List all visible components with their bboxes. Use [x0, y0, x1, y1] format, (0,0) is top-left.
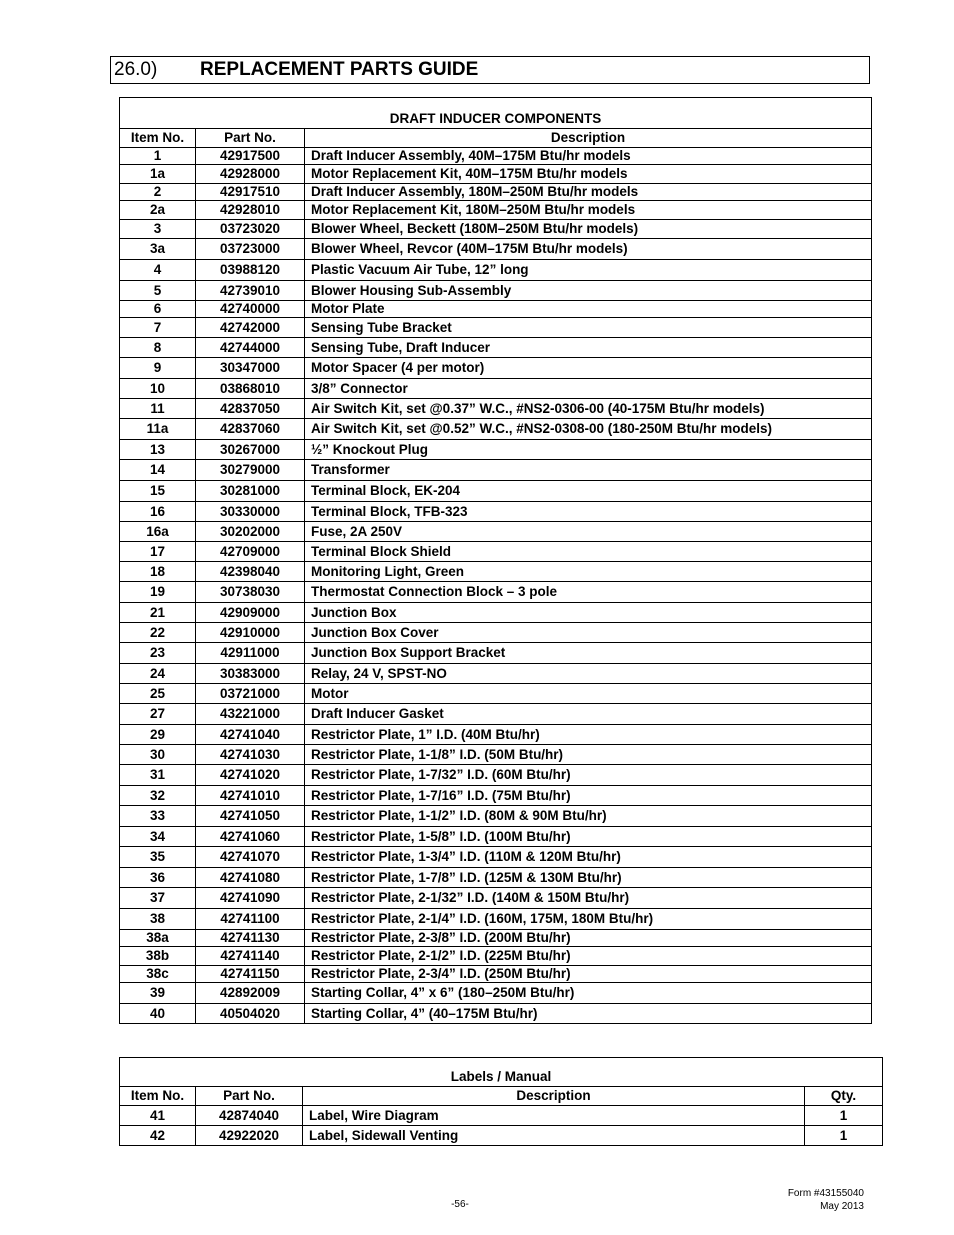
description-cell: Label, Wire Diagram: [303, 1106, 805, 1126]
description-cell: Transformer: [305, 460, 872, 481]
item-number-cell: 39: [120, 983, 196, 1004]
description-cell: Restrictor Plate, 1-1/2” I.D. (80M & 90M Btu/hr): [305, 806, 872, 827]
part-number-cell: 42741060: [196, 827, 305, 847]
part-number-cell: 40504020: [196, 1004, 305, 1024]
item-number-cell: 11: [120, 399, 196, 419]
part-number-cell: 42741010: [196, 786, 305, 806]
item-number-cell: 40: [120, 1004, 196, 1024]
description-cell: Restrictor Plate, 2-1/4” I.D. (160M, 175M, 180M Btu/hr): [305, 909, 872, 930]
part-number-cell: 03988120: [196, 260, 305, 281]
column-header: Item No.: [120, 129, 196, 148]
page-number: -56-: [451, 1199, 469, 1210]
description-cell: Restrictor Plate, 2-3/8” I.D. (200M Btu/hr): [305, 930, 872, 947]
item-number-cell: 2a: [120, 201, 196, 220]
part-number-cell: 42709000: [196, 542, 305, 562]
table-row: [120, 765, 872, 786]
table-row: [120, 983, 872, 1004]
item-number-cell: 29: [120, 725, 196, 745]
description-cell: Restrictor Plate, 2-1/32” I.D. (140M & 150M Btu/hr): [305, 888, 872, 909]
table-row: [120, 684, 872, 704]
table-row: [120, 664, 872, 684]
part-number-cell: 42928000: [196, 165, 305, 184]
part-number-cell: 42892009: [196, 983, 305, 1004]
table-row: [120, 1126, 883, 1146]
part-number-cell: 42874040: [196, 1106, 303, 1126]
table-row: [120, 379, 872, 399]
item-number-cell: 13: [120, 440, 196, 460]
table-row: [120, 260, 872, 281]
item-number-cell: 22: [120, 623, 196, 643]
item-number-cell: 25: [120, 684, 196, 704]
part-number-cell: 30267000: [196, 440, 305, 460]
table-row: [120, 481, 872, 502]
item-number-cell: 33: [120, 806, 196, 827]
table-row: [120, 966, 872, 983]
description-cell: Air Switch Kit, set @0.37” W.C., #NS2-0306-00 (40-175M Btu/hr models): [305, 399, 872, 419]
description-cell: Sensing Tube Bracket: [305, 318, 872, 338]
column-header: Part No.: [196, 129, 305, 148]
table-row: [120, 806, 872, 827]
description-cell: Restrictor Plate, 1-7/8” I.D. (125M & 130M Btu/hr): [305, 868, 872, 888]
description-cell: Terminal Block Shield: [305, 542, 872, 562]
table-row: [120, 502, 872, 522]
table-row: [120, 704, 872, 725]
section-number: 26.0): [114, 59, 158, 80]
table-row: [120, 562, 872, 582]
part-number-cell: 03868010: [196, 379, 305, 399]
item-number-cell: 37: [120, 888, 196, 909]
item-number-cell: 21: [120, 603, 196, 623]
table-row: [120, 440, 872, 460]
part-number-cell: 42909000: [196, 603, 305, 623]
description-cell: Restrictor Plate, 1-3/4” I.D. (110M & 120M Btu/hr): [305, 847, 872, 868]
item-number-cell: 9: [120, 358, 196, 379]
part-number-cell: 42398040: [196, 562, 305, 582]
table-row: [120, 582, 872, 603]
item-number-cell: 6: [120, 301, 196, 318]
table-row: [120, 745, 872, 765]
part-number-cell: 42911000: [196, 643, 305, 664]
item-number-cell: 16a: [120, 522, 196, 542]
item-number-cell: 30: [120, 745, 196, 765]
description-cell: Restrictor Plate, 1-1/8” I.D. (50M Btu/hr): [305, 745, 872, 765]
column-header: Item No.: [120, 1087, 196, 1106]
description-cell: 3/8” Connector: [305, 379, 872, 399]
column-header: Description: [303, 1087, 805, 1106]
column-header: Part No.: [196, 1087, 303, 1106]
labels-manual-table: [119, 1057, 883, 1146]
item-number-cell: 16: [120, 502, 196, 522]
table-row: [120, 148, 872, 165]
description-cell: Thermostat Connection Block – 3 pole: [305, 582, 872, 603]
item-number-cell: 38a: [120, 930, 196, 947]
description-cell: Motor: [305, 684, 872, 704]
part-number-cell: 42837060: [196, 419, 305, 440]
table-row: [120, 947, 872, 966]
part-number-cell: 30383000: [196, 664, 305, 684]
part-number-cell: 42741140: [196, 947, 305, 966]
table-row: [120, 358, 872, 379]
item-number-cell: 24: [120, 664, 196, 684]
description-cell: Terminal Block, EK-204: [305, 481, 872, 502]
part-number-cell: 43221000: [196, 704, 305, 725]
column-header: Qty.: [805, 1087, 883, 1106]
item-number-cell: 27: [120, 704, 196, 725]
quantity-cell: 1: [805, 1106, 883, 1126]
form-number: Form #43155040: [787, 1188, 864, 1199]
item-number-cell: 32: [120, 786, 196, 806]
draft-table-body: [120, 148, 872, 1024]
description-cell: Motor Replacement Kit, 180M–250M Btu/hr models: [305, 201, 872, 220]
description-cell: Motor Spacer (4 per motor): [305, 358, 872, 379]
item-number-cell: 4: [120, 260, 196, 281]
item-number-cell: 1: [120, 148, 196, 165]
description-cell: Draft Inducer Assembly, 180M–250M Btu/hr models: [305, 184, 872, 201]
description-cell: Restrictor Plate, 1” I.D. (40M Btu/hr): [305, 725, 872, 745]
description-cell: Plastic Vacuum Air Tube, 12” long: [305, 260, 872, 281]
item-number-cell: 19: [120, 582, 196, 603]
description-cell: Restrictor Plate, 1-5/8” I.D. (100M Btu/hr): [305, 827, 872, 847]
table-title: Labels / Manual: [120, 1058, 883, 1087]
item-number-cell: 5: [120, 281, 196, 301]
description-cell: Motor Plate: [305, 301, 872, 318]
item-number-cell: 36: [120, 868, 196, 888]
section-header: [110, 56, 870, 84]
part-number-cell: 42741040: [196, 725, 305, 745]
description-cell: Restrictor Plate, 2-1/2” I.D. (225M Btu/hr): [305, 947, 872, 966]
item-number-cell: 1a: [120, 165, 196, 184]
description-cell: ½” Knockout Plug: [305, 440, 872, 460]
part-number-cell: 03721000: [196, 684, 305, 704]
item-number-cell: 35: [120, 847, 196, 868]
part-number-cell: 42739010: [196, 281, 305, 301]
description-cell: Blower Wheel, Revcor (40M–175M Btu/hr models): [305, 239, 872, 260]
description-cell: Relay, 24 V, SPST-NO: [305, 664, 872, 684]
table-row: [120, 338, 872, 358]
part-number-cell: 42837050: [196, 399, 305, 419]
table-row: [120, 399, 872, 419]
part-number-cell: 42741090: [196, 888, 305, 909]
item-number-cell: 41: [120, 1106, 196, 1126]
table-row: [120, 318, 872, 338]
item-number-cell: 2: [120, 184, 196, 201]
section-title: REPLACEMENT PARTS GUIDE: [200, 59, 479, 80]
description-cell: Draft Inducer Assembly, 40M–175M Btu/hr models: [305, 148, 872, 165]
draft-inducer-table: [119, 97, 872, 1024]
description-cell: Monitoring Light, Green: [305, 562, 872, 582]
item-number-cell: 38b: [120, 947, 196, 966]
table-row: [120, 930, 872, 947]
description-cell: Junction Box: [305, 603, 872, 623]
table-title: DRAFT INDUCER COMPONENTS: [120, 98, 872, 129]
item-number-cell: 14: [120, 460, 196, 481]
description-cell: Restrictor Plate, 1-7/16” I.D. (75M Btu/hr): [305, 786, 872, 806]
part-number-cell: 03723000: [196, 239, 305, 260]
part-number-cell: 30279000: [196, 460, 305, 481]
part-number-cell: 42741100: [196, 909, 305, 930]
table-row: [120, 623, 872, 643]
quantity-cell: 1: [805, 1126, 883, 1146]
item-number-cell: 42: [120, 1126, 196, 1146]
item-number-cell: 31: [120, 765, 196, 786]
description-cell: Junction Box Cover: [305, 623, 872, 643]
part-number-cell: 42741150: [196, 966, 305, 983]
part-number-cell: 42741080: [196, 868, 305, 888]
column-header: Description: [305, 129, 872, 148]
description-cell: Draft Inducer Gasket: [305, 704, 872, 725]
table-row: [120, 460, 872, 481]
part-number-cell: 42741070: [196, 847, 305, 868]
item-number-cell: 18: [120, 562, 196, 582]
part-number-cell: 42917500: [196, 148, 305, 165]
table-row: [120, 184, 872, 201]
description-cell: Sensing Tube, Draft Inducer: [305, 338, 872, 358]
description-cell: Restrictor Plate, 2-3/4” I.D. (250M Btu/hr): [305, 966, 872, 983]
description-cell: Restrictor Plate, 1-7/32” I.D. (60M Btu/hr): [305, 765, 872, 786]
table-row: [120, 786, 872, 806]
table-row: [120, 888, 872, 909]
part-number-cell: 30347000: [196, 358, 305, 379]
description-cell: Junction Box Support Bracket: [305, 643, 872, 664]
part-number-cell: 42917510: [196, 184, 305, 201]
footer-form-info: [740, 1187, 864, 1213]
item-number-cell: 11a: [120, 419, 196, 440]
part-number-cell: 03723020: [196, 220, 305, 239]
table-row: [120, 603, 872, 623]
part-number-cell: 30281000: [196, 481, 305, 502]
item-number-cell: 10: [120, 379, 196, 399]
item-number-cell: 38: [120, 909, 196, 930]
table-row: [120, 1004, 872, 1024]
description-cell: Starting Collar, 4” (40–175M Btu/hr): [305, 1004, 872, 1024]
item-number-cell: 23: [120, 643, 196, 664]
item-number-cell: 3: [120, 220, 196, 239]
description-cell: Air Switch Kit, set @0.52” W.C., #NS2-0308-00 (180-250M Btu/hr models): [305, 419, 872, 440]
part-number-cell: 42741030: [196, 745, 305, 765]
table-row: [120, 542, 872, 562]
item-number-cell: 15: [120, 481, 196, 502]
part-number-cell: 42928010: [196, 201, 305, 220]
table-row: [120, 165, 872, 184]
table-row: [120, 419, 872, 440]
part-number-cell: 42910000: [196, 623, 305, 643]
table-row: [120, 868, 872, 888]
part-number-cell: 30202000: [196, 522, 305, 542]
part-number-cell: 42741050: [196, 806, 305, 827]
item-number-cell: 8: [120, 338, 196, 358]
table-row: [120, 281, 872, 301]
table-row: [120, 909, 872, 930]
description-cell: Fuse, 2A 250V: [305, 522, 872, 542]
table-row: [120, 1106, 883, 1126]
item-number-cell: 17: [120, 542, 196, 562]
description-cell: Blower Wheel, Beckett (180M–250M Btu/hr models): [305, 220, 872, 239]
part-number-cell: 42742000: [196, 318, 305, 338]
description-cell: Starting Collar, 4” x 6” (180–250M Btu/hr): [305, 983, 872, 1004]
item-number-cell: 38c: [120, 966, 196, 983]
table-row: [120, 725, 872, 745]
table-row: [120, 847, 872, 868]
part-number-cell: 42744000: [196, 338, 305, 358]
description-cell: Blower Housing Sub-Assembly: [305, 281, 872, 301]
description-cell: Terminal Block, TFB-323: [305, 502, 872, 522]
description-cell: Motor Replacement Kit, 40M–175M Btu/hr models: [305, 165, 872, 184]
table-row: [120, 239, 872, 260]
table-row: [120, 301, 872, 318]
labels-table-body: [120, 1106, 883, 1146]
part-number-cell: 30738030: [196, 582, 305, 603]
part-number-cell: 42922020: [196, 1126, 303, 1146]
part-number-cell: 30330000: [196, 502, 305, 522]
part-number-cell: 42740000: [196, 301, 305, 318]
description-cell: Label, Sidewall Venting: [303, 1126, 805, 1146]
table-row: [120, 201, 872, 220]
item-number-cell: 34: [120, 827, 196, 847]
item-number-cell: 7: [120, 318, 196, 338]
table-row: [120, 643, 872, 664]
part-number-cell: 42741130: [196, 930, 305, 947]
part-number-cell: 42741020: [196, 765, 305, 786]
table-row: [120, 522, 872, 542]
form-date: May 2013: [820, 1201, 864, 1212]
table-row: [120, 827, 872, 847]
item-number-cell: 3a: [120, 239, 196, 260]
table-row: [120, 220, 872, 239]
